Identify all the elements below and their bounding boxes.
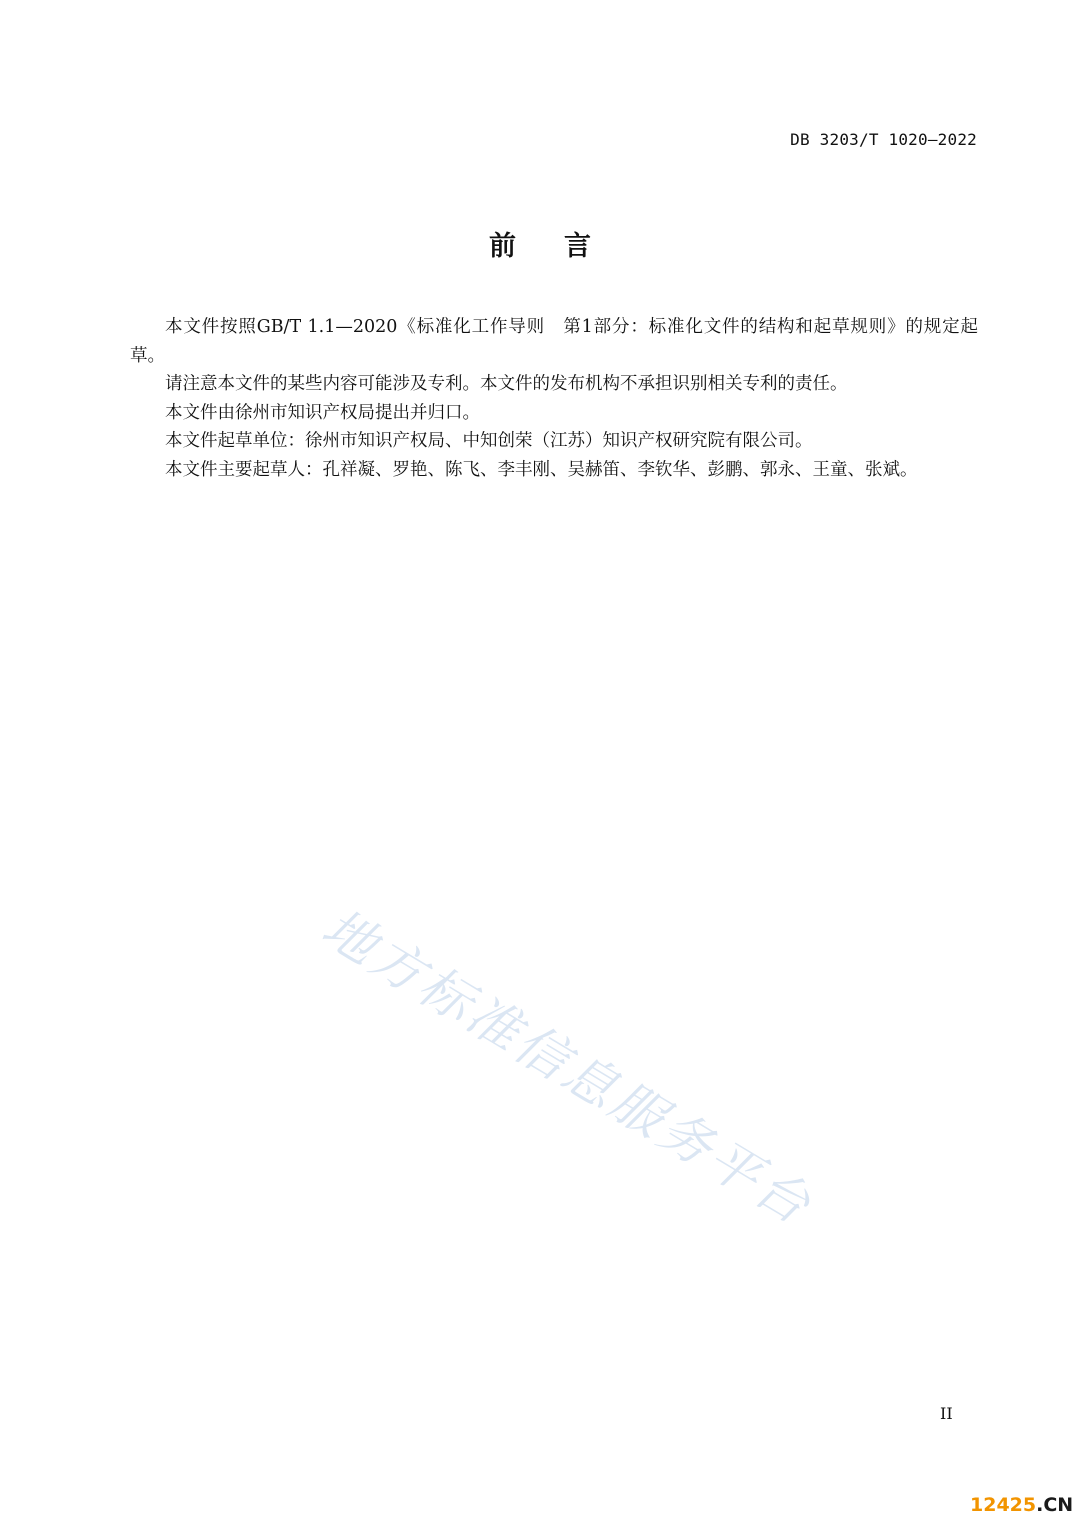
paragraph-proposer: 本文件由徐州市知识产权局提出并归口。 bbox=[165, 402, 480, 423]
page-title bbox=[0, 224, 1080, 263]
page-number: II bbox=[940, 1404, 953, 1423]
site-logo bbox=[970, 1494, 1073, 1516]
site-logo-tld: .CN bbox=[1036, 1494, 1074, 1516]
paragraph-drafting-rules: 本文件按照GB/T 1.1—2020《标准化工作导则 第1部分：标准化文件的结构和起草规则》的规定起草。 bbox=[130, 317, 978, 366]
title-char-1: 前 bbox=[489, 231, 516, 262]
document-code: DB 3203/T 1020—2022 bbox=[790, 130, 977, 149]
site-logo-number: 12425 bbox=[970, 1494, 1037, 1516]
watermark: 地方标准信息服务平台 bbox=[311, 897, 823, 1238]
paragraph-drafting-units: 本文件起草单位：徐州市知识产权局、中知创荣（江苏）知识产权研究院有限公司。 bbox=[165, 431, 813, 451]
paragraph-patent-notice: 请注意本文件的某些内容可能涉及专利。本文件的发布机构不承担识别相关专利的责任。 bbox=[165, 374, 848, 394]
paragraph-drafters: 本文件主要起草人：孔祥凝、罗艳、陈飞、李丰刚、吴赫笛、李钦华、彭鹏、郭永、王童、张斌。 bbox=[165, 459, 918, 480]
foreword-body bbox=[130, 313, 978, 484]
title-char-2: 言 bbox=[564, 231, 591, 262]
